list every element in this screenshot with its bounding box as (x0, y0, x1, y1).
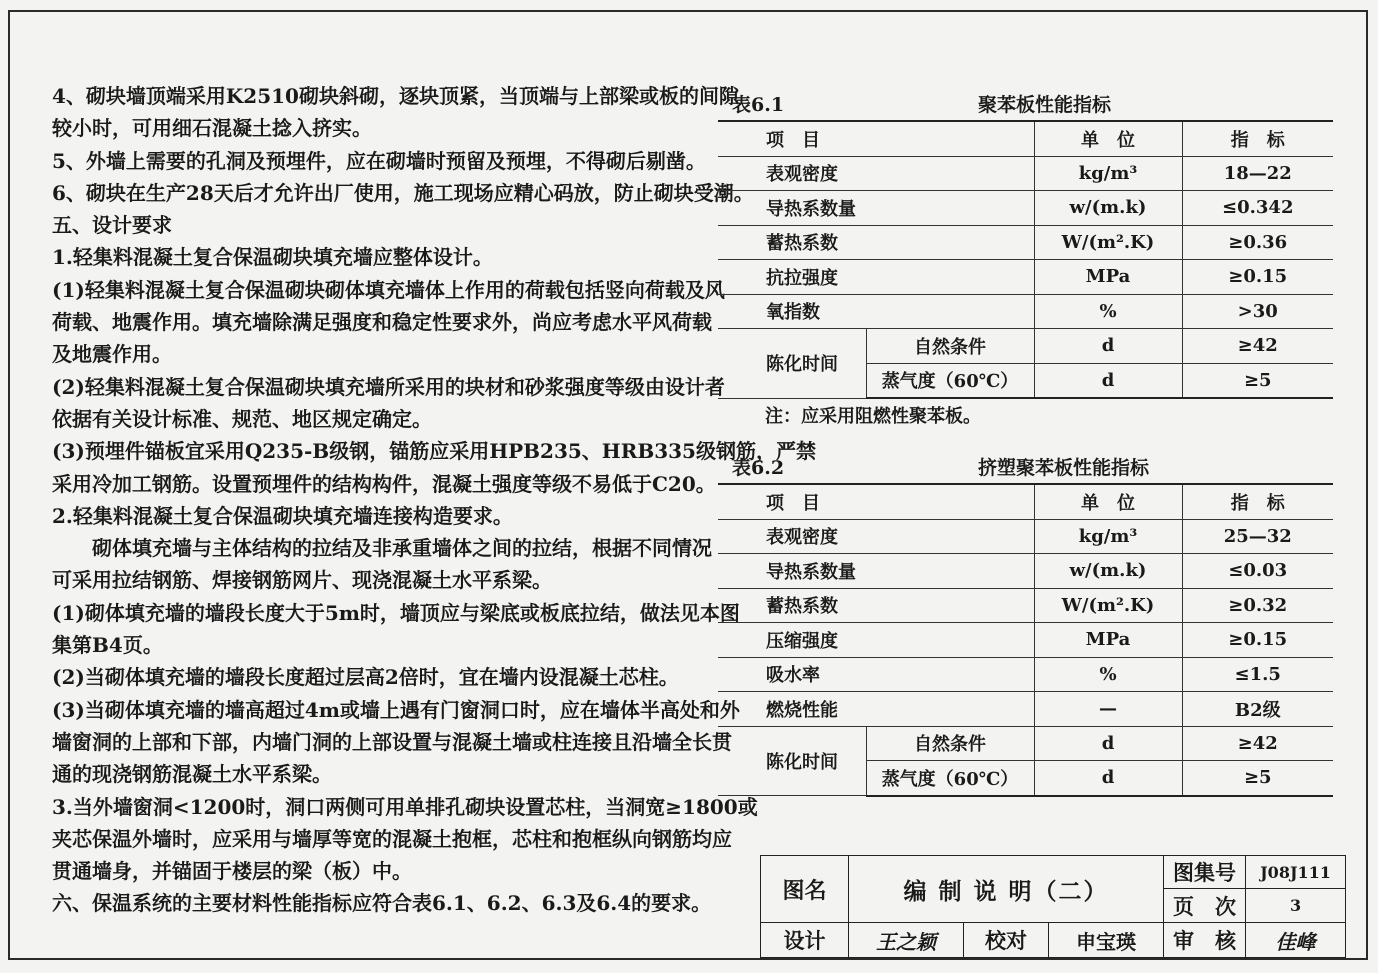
row-value: 25—32 (1182, 519, 1333, 554)
aging-label: 陈化时间 (718, 726, 866, 796)
row-unit: kg/m³ (1034, 156, 1182, 191)
row-unit: W/(m².K) (1034, 588, 1182, 623)
header-item: 项 目 (718, 121, 1034, 156)
check-label: 校对 (964, 923, 1049, 958)
table1-title: 聚苯板性能指标 (978, 94, 1112, 116)
header-value: 指 标 (1182, 484, 1333, 519)
drawing-name-label: 图名 (761, 856, 849, 923)
row-unit: — (1034, 692, 1182, 727)
row-value: ≥42 (1182, 726, 1333, 761)
check-signature: 申宝瑛 (1049, 923, 1164, 958)
table-row (718, 294, 1333, 329)
title-block (760, 855, 1346, 958)
row-value: ≥42 (1182, 329, 1333, 364)
table1 (718, 120, 1333, 399)
row-item: 导热系数量 (718, 554, 1034, 589)
paragraph-line: 砌体填充墙与主体结构的拉结及非承重墙体之间的拉结，根据不同情况 (52, 536, 712, 561)
row-item: 燃烧性能 (718, 692, 1034, 727)
row-item: 蓄热系数 (718, 588, 1034, 623)
table-row (718, 554, 1333, 589)
section-heading: 五、设计要求 (52, 213, 172, 238)
paragraph-line: 及地震作用。 (52, 342, 172, 367)
paragraph-line: (2)轻集料混凝土复合保温砌块填充墙所采用的块材和砂浆强度等级由设计者 (52, 374, 725, 399)
paragraph-line: 3.当外墙窗洞<1200时，洞口两侧可用单排孔砌块设置芯柱，当洞宽≥1800或 (52, 794, 758, 819)
paragraph-line: 1.轻集料混凝土复合保温砌块填充墙应整体设计。 (52, 245, 493, 270)
paragraph-line: 通的现浇钢筋混凝土水平系梁。 (52, 762, 332, 787)
row-value: ≤0.342 (1182, 191, 1333, 226)
row-unit: kg/m³ (1034, 519, 1182, 554)
row-unit: MPa (1034, 623, 1182, 658)
row-unit: W/(m².K) (1034, 225, 1182, 260)
row-unit: w/(m.k) (1034, 191, 1182, 226)
table-header-row (718, 121, 1333, 156)
table-row (718, 519, 1333, 554)
row-item: 抗拉强度 (718, 260, 1034, 295)
table2-number: 表6.2 (732, 457, 785, 479)
row-value: ≥0.15 (1182, 623, 1333, 658)
table-row (718, 623, 1333, 658)
table-row (718, 657, 1333, 692)
row-item: 压缩强度 (718, 623, 1034, 658)
table1-number: 表6.1 (732, 94, 785, 116)
atlas-no-label: 图集号 (1164, 856, 1246, 889)
table-row (718, 329, 1333, 364)
row-condition: 蒸气度（60℃） (866, 363, 1034, 398)
paragraph-line: 荷载、地震作用。填充墙除满足强度和稳定性要求外，尚应考虑水平风荷载 (52, 310, 712, 335)
row-value: 18—22 (1182, 156, 1333, 191)
row-condition: 蒸气度（60℃） (866, 761, 1034, 796)
design-label: 设计 (761, 923, 849, 958)
design-signature: 王之颖 (849, 923, 964, 958)
row-condition: 自然条件 (866, 329, 1034, 364)
paragraph-line: (1)砌体填充墙的墙段长度大于5m时，墙顶应与梁底或板底拉结，做法见本图 (52, 600, 740, 625)
table-row (718, 156, 1333, 191)
page-no: 3 (1246, 889, 1346, 923)
row-value: ≤0.03 (1182, 554, 1333, 589)
review-label: 审 核 (1164, 923, 1246, 958)
header-unit: 单 位 (1034, 121, 1182, 156)
paragraph-line: 贯通墙身，并锚固于楼层的梁（板）中。 (52, 859, 412, 884)
row-unit: d (1034, 329, 1182, 364)
row-unit: w/(m.k) (1034, 554, 1182, 589)
row-value: ≥5 (1182, 761, 1333, 796)
table2 (718, 483, 1333, 797)
drawing-name: 编 制 说 明（二） (849, 856, 1164, 923)
review-signature: 佳峰 (1246, 923, 1346, 958)
paragraph-line: 2.轻集料混凝土复合保温砌块填充墙连接构造要求。 (52, 503, 513, 528)
table-row (718, 191, 1333, 226)
row-value: ≥0.36 (1182, 225, 1333, 260)
row-value: ≥0.32 (1182, 588, 1333, 623)
paragraph-line: (3)预埋件锚板宜采用Q235-B级钢，锚筋应采用HPB235、HRB335级钢筋，严禁 (52, 439, 816, 464)
paragraph-line: 六、保温系统的主要材料性能指标应符合表6.1、6.2、6.3及6.4的要求。 (52, 891, 712, 916)
aging-label: 陈化时间 (718, 329, 866, 399)
row-value: B2级 (1182, 692, 1333, 727)
row-item: 氧指数 (718, 294, 1034, 329)
row-unit: d (1034, 761, 1182, 796)
table-row (718, 588, 1333, 623)
table-row (718, 225, 1333, 260)
paragraph-line: 可采用拉结钢筋、焊接钢筋网片、现浇混凝土水平系梁。 (52, 568, 552, 593)
row-value: ≥5 (1182, 363, 1333, 398)
table-row (718, 692, 1333, 727)
atlas-no: J08J111 (1246, 856, 1346, 889)
paragraph-line: 集第B4页。 (52, 633, 163, 658)
row-unit: % (1034, 294, 1182, 329)
header-item: 项 目 (718, 484, 1034, 519)
paragraph-line: 4、砌块墙顶端采用K2510砌块斜砌，逐块顶紧，当顶端与上部梁或板的间隙 (52, 84, 739, 108)
row-item: 表观密度 (718, 156, 1034, 191)
row-item: 蓄热系数 (718, 225, 1034, 260)
paragraph-line: 墙窗洞的上部和下部，内墙门洞的上部设置与混凝土墙或柱连接且沿墙全长贯 (52, 729, 732, 754)
paragraph-line: (1)轻集料混凝土复合保温砌块砌体填充墙体上作用的荷载包括竖向荷载及风 (52, 277, 725, 302)
paragraph-line: (3)当砌体填充墙的墙高超过4m或墙上遇有门窗洞口时，应在墙体半高处和外 (52, 697, 740, 722)
header-unit: 单 位 (1034, 484, 1182, 519)
header-value: 指 标 (1182, 121, 1333, 156)
paragraph-line: 6、砌块在生产28天后才允许出厂使用，施工现场应精心码放，防止砌块受潮。 (52, 180, 754, 205)
paragraph-line: (2)当砌体填充墙的墙段长度超过层高2倍时，宜在墙内设混凝土芯柱。 (52, 665, 679, 690)
paragraph-line: 5、外墙上需要的孔洞及预埋件，应在砌墙时预留及预埋，不得砌后剔凿。 (52, 148, 706, 173)
paragraph-line: 较小时，可用细石混凝土捻入挤实。 (52, 116, 372, 141)
row-unit: % (1034, 657, 1182, 692)
paragraph-line: 采用冷加工钢筋。设置预埋件的结构构件，混凝土强度等级不易低于C20。 (52, 471, 716, 496)
table-row (718, 726, 1333, 761)
table-row (718, 260, 1333, 295)
paragraph-line: 夹芯保温外墙时，应采用与墙厚等宽的混凝土抱框，芯柱和抱框纵向钢筋均应 (52, 826, 732, 851)
table2-title: 挤塑聚苯板性能指标 (978, 457, 1150, 479)
paragraph-line: 依据有关设计标准、规范、地区规定确定。 (52, 406, 432, 431)
row-unit: d (1034, 726, 1182, 761)
page-label: 页 次 (1164, 889, 1246, 923)
row-item: 吸水率 (718, 657, 1034, 692)
row-unit: d (1034, 363, 1182, 398)
row-value: >30 (1182, 294, 1333, 329)
table-header-row (718, 484, 1333, 519)
row-value: ≥0.15 (1182, 260, 1333, 295)
row-item: 导热系数量 (718, 191, 1034, 226)
row-unit: MPa (1034, 260, 1182, 295)
row-item: 表观密度 (718, 519, 1034, 554)
row-condition: 自然条件 (866, 726, 1034, 761)
row-value: ≤1.5 (1182, 657, 1333, 692)
table1-note: 注：应采用阻燃性聚苯板。 (765, 406, 981, 427)
